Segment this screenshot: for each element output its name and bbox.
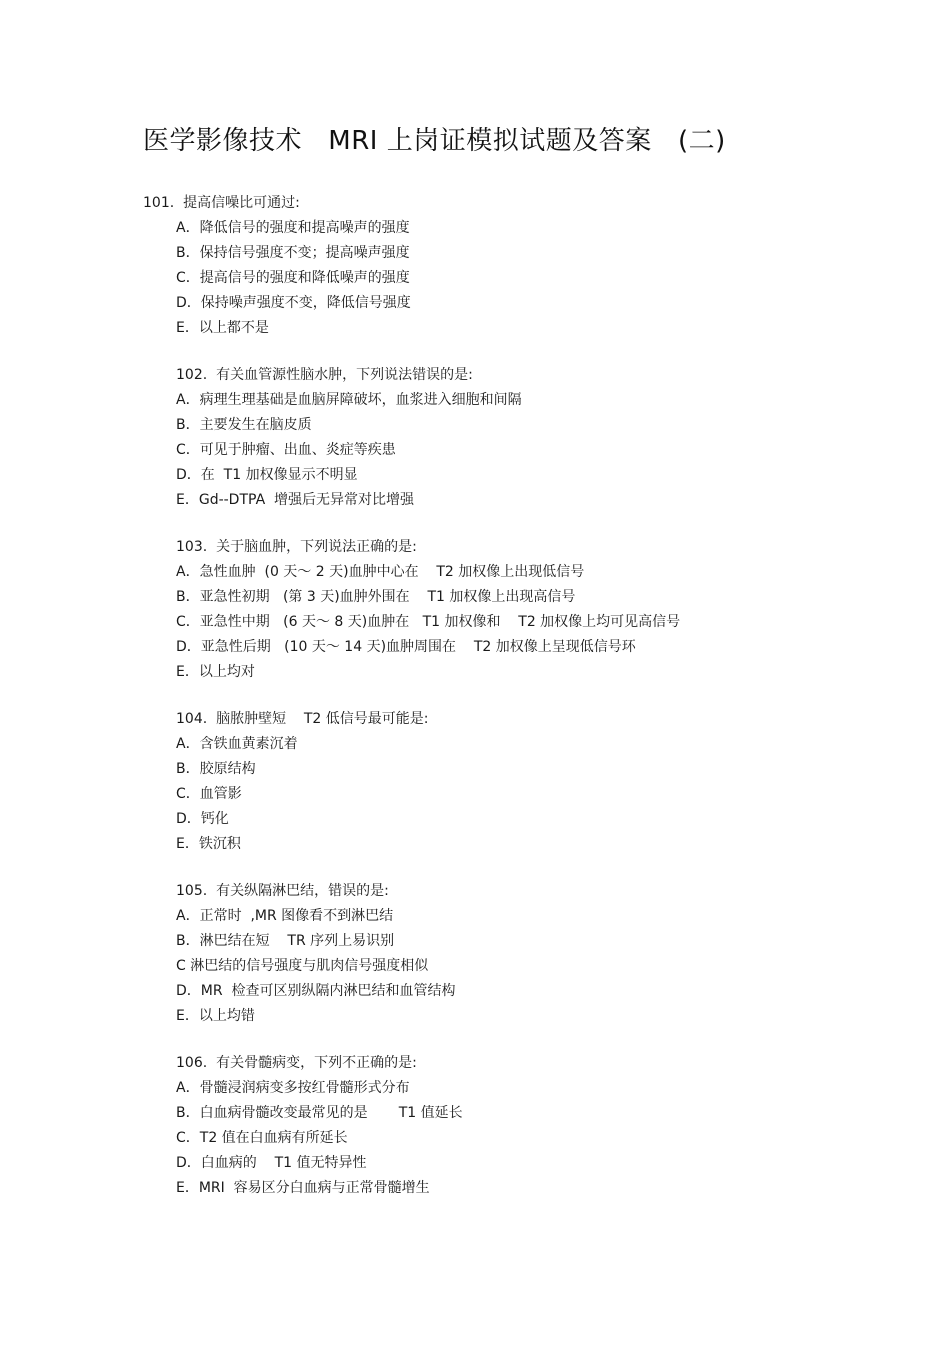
question-stem: 102. 有关血管源性脑水肿，下列说法错误的是: xyxy=(176,367,473,383)
option-e: E．以上都不是 xyxy=(176,320,269,336)
option-a: A．正常时 ,MR 图像看不到淋巴结 xyxy=(176,908,394,924)
question-stem: 106. 有关骨髓病变，下列不正确的是: xyxy=(176,1055,417,1071)
option-b: B．胶原结构 xyxy=(176,761,256,777)
document-title: 医学影像技术 MRI 上岗证模拟试题及答案 (二) xyxy=(143,126,726,156)
question-stem: 103. 关于脑血肿，下列说法正确的是: xyxy=(176,539,417,555)
option-c: C 淋巴结的信号强度与肌肉信号强度相似 xyxy=(176,958,429,974)
question-101 xyxy=(0,191,950,341)
option-b: B．主要发生在脑皮质 xyxy=(176,417,312,433)
option-a: A．急性血肿 (0 天～ 2 天)血肿中心在 T2 加权像上出现低信号 xyxy=(176,564,585,580)
question-102 xyxy=(0,363,950,513)
question-list xyxy=(0,191,950,1223)
option-a: A．骨髓浸润病变多按红骨髓形式分布 xyxy=(176,1080,410,1096)
option-e: E．以上均对 xyxy=(176,664,255,680)
question-stem: 104. 脑脓肿壁短 T2 低信号最可能是: xyxy=(176,711,429,727)
option-e: E．MRI 容易区分白血病与正常骨髓增生 xyxy=(176,1180,430,1196)
option-c: C．亚急性中期 (6 天～ 8 天)血肿在 T1 加权像和 T2 加权像上均可见高信号 xyxy=(176,614,681,630)
option-d: D．白血病的 T1 值无特异性 xyxy=(176,1155,367,1171)
option-d: D．MR 检查可区别纵隔内淋巴结和血管结构 xyxy=(176,983,456,999)
option-e: E．以上均错 xyxy=(176,1008,255,1024)
option-b: B．白血病骨髓改变最常见的是 T1 值延长 xyxy=(176,1105,463,1121)
question-106 xyxy=(0,1051,950,1201)
option-c: C．可见于肿瘤、出血、炎症等疾患 xyxy=(176,442,396,458)
question-104 xyxy=(0,707,950,857)
question-stem: 105. 有关纵隔淋巴结，错误的是: xyxy=(176,883,389,899)
option-a: A．病理生理基础是血脑屏障破坏，血浆进入细胞和间隔 xyxy=(176,392,522,408)
option-a: A．降低信号的强度和提高噪声的强度 xyxy=(176,220,410,236)
option-d: D．亚急性后期 (10 天～ 14 天)血肿周围在 T2 加权像上呈现低信号环 xyxy=(176,639,636,655)
option-e: E．铁沉积 xyxy=(176,836,241,852)
question-stem: 101. 提高信噪比可通过: xyxy=(143,195,300,211)
question-103 xyxy=(0,535,950,685)
option-e: E．Gd--DTPA 增强后无异常对比增强 xyxy=(176,492,415,508)
option-d: D．钙化 xyxy=(176,811,229,827)
option-b: B．保持信号强度不变；提高噪声强度 xyxy=(176,245,410,261)
question-105 xyxy=(0,879,950,1029)
option-c: C．T2 值在白血病有所延长 xyxy=(176,1130,348,1146)
option-b: B．淋巴结在短 TR 序列上易识别 xyxy=(176,933,395,949)
option-c: C．血管影 xyxy=(176,786,242,802)
option-d: D．在 T1 加权像显示不明显 xyxy=(176,467,358,483)
option-d: D．保持噪声强度不变，降低信号强度 xyxy=(176,295,411,311)
option-b: B．亚急性初期 (第 3 天)血肿外围在 T1 加权像上出现高信号 xyxy=(176,589,576,605)
option-c: C．提高信号的强度和降低噪声的强度 xyxy=(176,270,410,286)
option-a: A．含铁血黄素沉着 xyxy=(176,736,298,752)
